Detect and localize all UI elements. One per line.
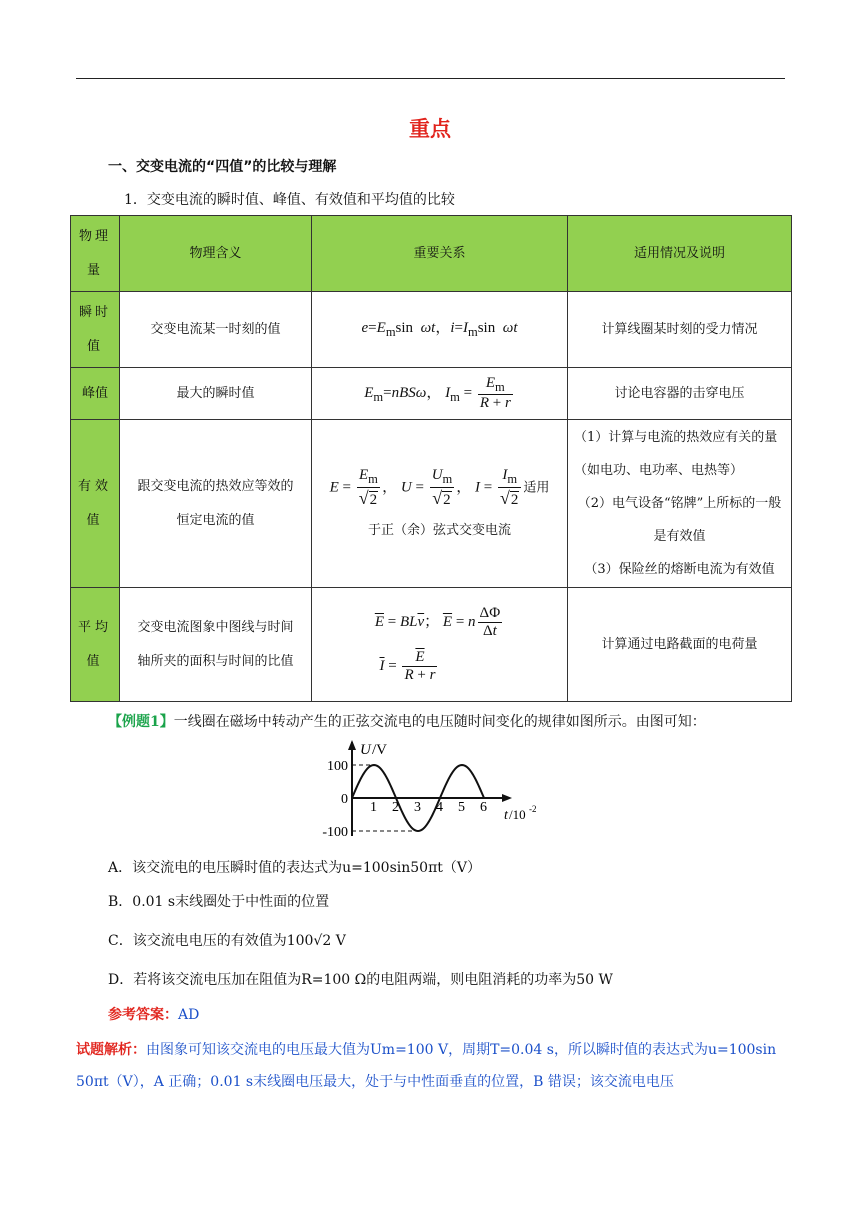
- option-a: A．该交流电的电压瞬时值的表达式为u=100sin50πt（V）: [108, 860, 482, 876]
- x-tick-label: 3: [414, 800, 421, 815]
- header-cell-meaning: 物理含义: [120, 216, 312, 292]
- relation-formula: $e=E_m\sin$ ωt，$i=I_m\sin$ ωt: [361, 319, 518, 339]
- header-cell-quantity: 物理量: [71, 216, 120, 292]
- option-d: D．若将该交流电压加在阻值为R=100 Ω的电阻两端，则电阻消耗的功率为50 W: [108, 972, 613, 988]
- row-name: [71, 588, 120, 702]
- table-header-row: [71, 216, 792, 292]
- x-tick-label: 4: [436, 800, 443, 815]
- note-1: （1）计算与电流的热效应有关的量（如电功、电功率、电热等）: [574, 430, 778, 478]
- row-name: [71, 420, 120, 588]
- row-meaning: 交变电流图象中图线与时间轴所夹的面积与时间的比值: [120, 588, 312, 702]
- row-meaning: 交变电流某一时刻的值: [120, 292, 312, 368]
- x-tick-label: 2: [392, 800, 399, 815]
- table-row: [71, 588, 792, 702]
- x-tick-label: 1: [370, 800, 377, 815]
- row-meaning: 最大的瞬时值: [120, 368, 312, 420]
- row-relation: [312, 588, 568, 702]
- comparison-table: [70, 215, 792, 702]
- answer-value: AD: [178, 1007, 200, 1023]
- row-name-text: 有效值: [78, 478, 113, 528]
- note-2: （2）电气设备“铭牌”上所标的一般是有效值: [577, 496, 782, 544]
- y-axis-label: U: [360, 742, 371, 758]
- row-name: 瞬时值: [71, 292, 120, 368]
- option-b: B．0.01 s末线圈处于中性面的位置: [108, 894, 330, 910]
- y-axis-unit: /V: [372, 742, 387, 758]
- relation-formula: $\overline{E} = BL\overline{v}$； $\overline{E} = n$ $\frac{\Delta\Phi}{\Delta t}$: [374, 605, 501, 640]
- voltage-chart: [318, 738, 543, 842]
- subheading: 1．交变电流的瞬时值、峰值、有效值和平均值的比较: [124, 192, 455, 208]
- y-tick-label: -100: [322, 825, 348, 840]
- row-notes: 计算通过电路截面的电荷量: [568, 588, 792, 702]
- row-name: 峰值: [71, 368, 120, 420]
- example-question: [108, 711, 706, 731]
- row-relation: [312, 420, 568, 588]
- option-c: C．该交流电电压的有效值为100√2 V: [108, 933, 346, 949]
- relation-formula: E = $\frac{E_m}{√2}$ ， U = $\frac{U_m}{√2}$ ， I = $\frac{I_m}{√2}$ 适用: [329, 467, 550, 508]
- header-cell-relation: 重要关系: [312, 216, 568, 292]
- row-notes: [568, 420, 792, 588]
- row-meaning: 跟交变电流的热效应等效的恒定电流的值: [120, 420, 312, 588]
- relation-formula-2: $\overline{I}$ = $\frac{\overline{E}}{R + r}$: [379, 648, 436, 683]
- table-row: [71, 368, 792, 420]
- row-notes: 讨论电容器的击穿电压: [568, 368, 792, 420]
- table-row: [71, 292, 792, 368]
- analysis-label: 试题解析：: [76, 1042, 146, 1058]
- relation-note: 于正（余）弦式交变电流: [367, 522, 511, 538]
- x-tick-label: 5: [458, 800, 465, 815]
- y-tick-label: 100: [327, 759, 348, 774]
- x-tick-label: 6: [480, 800, 487, 815]
- x-axis-unit-exp: -2: [529, 804, 537, 814]
- row-notes: 计算线圈某时刻的受力情况: [568, 292, 792, 368]
- y-tick-label: 0: [341, 792, 348, 807]
- analysis-text: 由图象可知该交流电的电压最大值为Um=100 V，周期T=0.04 s，所以瞬时值的表达式为u=100sin 50πt（V），A 正确；0.01 s末线圈电压最大，处于与中性面垂直的位置，B 错误；该交流电电压: [76, 1042, 777, 1090]
- example-text: 一线圈在磁场中转动产生的正弦交流电的电压随时间变化的规律如图所示。由图可知：: [173, 714, 706, 730]
- row-relation: [312, 292, 568, 368]
- y-axis-arrow: [348, 740, 356, 750]
- x-axis-arrow: [502, 794, 512, 802]
- heading: 一、交变电流的“四值”的比较与理解: [108, 159, 337, 175]
- answer-label: 参考答案：: [108, 1007, 178, 1023]
- example-label: 【例题1】: [108, 714, 174, 730]
- header-rule: [76, 78, 785, 79]
- chart-labels: [322, 759, 487, 840]
- relation-formula: $E_m=nBS\omega$， $I_m$ = $\frac{E_m}{R + r}$: [364, 374, 511, 412]
- answer: [108, 1004, 199, 1024]
- table-row: [71, 420, 792, 588]
- header-cell-notes: 适用情况及说明: [568, 216, 792, 292]
- note-3: （3）保险丝的熔断电流为有效值: [584, 562, 775, 577]
- row-name-text: 平均值: [78, 619, 113, 669]
- x-axis-label: t: [504, 808, 508, 823]
- row-relation: [312, 368, 568, 420]
- analysis: [76, 1034, 785, 1098]
- x-axis-unit: /10: [509, 807, 526, 822]
- section-title: 重点: [409, 117, 451, 141]
